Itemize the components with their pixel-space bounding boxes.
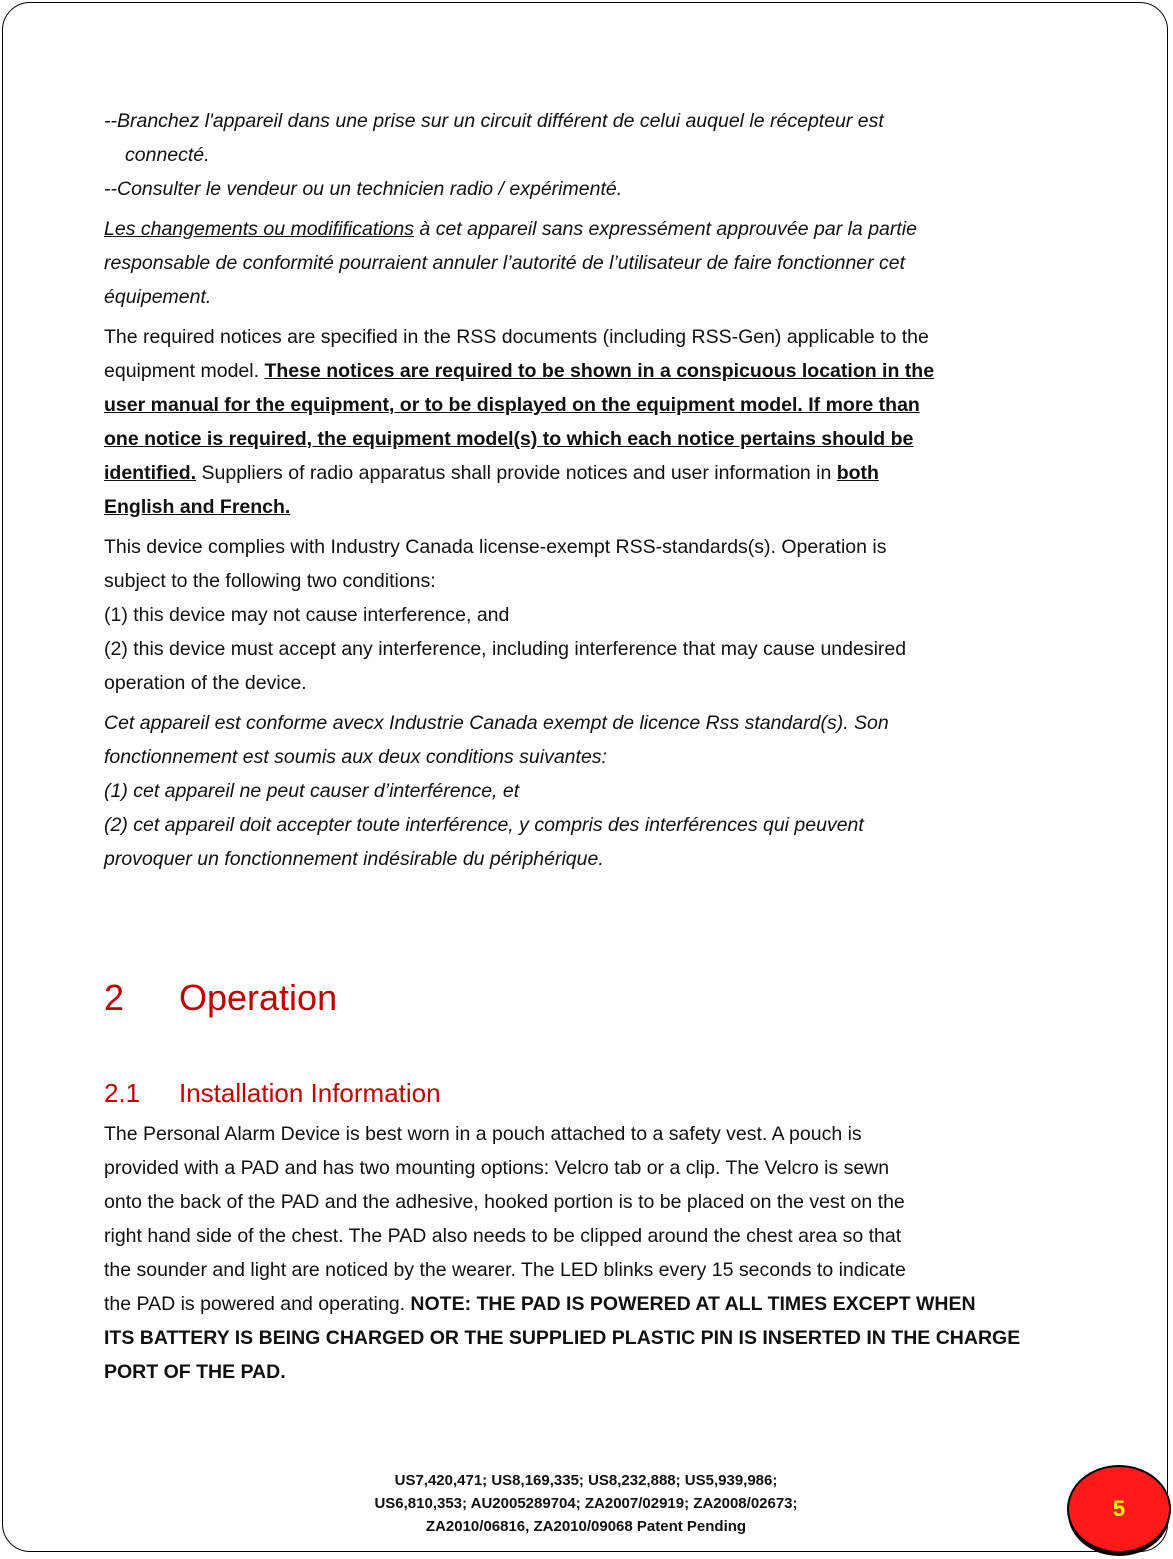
fr-modifications-line2: responsable de conformité pourraient annuler l’autorité de l’utilisateur de faire fonctionner cet xyxy=(104,252,906,274)
patent-line3: ZA2010/06816, ZA2010/09068 Patent Pending xyxy=(425,1518,747,1535)
install-note-line2: ITS BATTERY IS BEING CHARGED OR THE SUPPLIED PLASTIC PIN IS INSERTED IN THE CHARGE xyxy=(104,1327,1021,1349)
ic-compliance-line1: This device complies with Industry Canada license-exempt RSS-standards(s). Operation is xyxy=(104,536,887,558)
subsection-title: Installation Information xyxy=(179,1078,441,1108)
ic-compliance-line2: subject to the following two conditions: xyxy=(104,570,436,592)
fr-compliance-line2: fonctionnement est soumis aux deux conditions suivantes: xyxy=(104,746,607,768)
fr-modifications-paragraph: Les changements ou modififications à cet appareil sans expressément approuvée par la partie xyxy=(104,218,917,240)
fr-condition-2: (2) cet appareil doit accepter toute interférence, y compris des interférences qui peuvent xyxy=(104,814,864,836)
notice-text xyxy=(104,104,1079,876)
patent-line1: US7,420,471; US8,169,335; US8,232,888; US5,939,986; xyxy=(394,1472,778,1489)
ic-compliance-line5: operation of the device. xyxy=(104,672,307,694)
install-line6: the PAD is powered and operating. NOTE: THE PAD IS POWERED AT ALL TIMES EXCEPT WHEN xyxy=(104,1293,976,1315)
rss-notice-line5: identified. Suppliers of radio apparatus shall provide notices and user information in both xyxy=(104,462,879,484)
install-line2: provided with a PAD and has two mounting options: Velcro tab or a clip. The Velcro is sewn xyxy=(104,1157,890,1179)
patent-line2: US6,810,353; AU2005289704; ZA2007/02919; ZA2008/02673; xyxy=(374,1495,798,1512)
fr-compliance-line1: Cet appareil est conforme avecx Industrie Canada exempt de licence Rss standard(s). Son xyxy=(104,712,889,734)
fr-modifications-line3: équipement. xyxy=(104,286,212,308)
install-line4: right hand side of the chest. The PAD also needs to be clipped around the chest area so that xyxy=(104,1225,902,1247)
rss-notice-line2: equipment model. These notices are required to be shown in a conspicuous location in the xyxy=(104,360,935,382)
rss-bold-line3: user manual for the equipment, or to be displayed on the equipment model. If more than xyxy=(104,394,920,416)
section-number: 2 xyxy=(104,977,125,1018)
subsection-heading xyxy=(104,1076,441,1110)
rss-bold-text: These notices are required to be shown in a conspicuous location in the xyxy=(264,360,935,382)
fr-modifications-underlined: Les changements ou modififications xyxy=(104,218,415,240)
section-heading xyxy=(104,975,337,1021)
rss-bold-line4: one notice is required, the equipment model(s) to which each notice pertains should be xyxy=(104,428,914,450)
install-line5: the sounder and light are noticed by the wearer. The LED blinks every 15 seconds to indicate xyxy=(104,1259,906,1281)
fr-line-branchez: --Branchez l'appareil dans une prise sur un circuit différent de celui auquel le récepteur est xyxy=(104,110,884,132)
fr-line-connecte: connecté. xyxy=(125,144,210,166)
installation-text xyxy=(104,1117,1079,1389)
install-note: NOTE: THE PAD IS POWERED AT ALL TIMES EXCEPT WHEN xyxy=(410,1293,976,1315)
install-note-line3: PORT OF THE PAD. xyxy=(104,1361,286,1383)
subsection-number: 2.1 xyxy=(104,1078,141,1108)
ic-condition-1: (1) this device may not cause interference, and xyxy=(104,604,510,626)
install-line3: onto the back of the PAD and the adhesive, hooked portion is to be placed on the vest on the xyxy=(104,1191,905,1213)
page-number-badge xyxy=(1067,1465,1171,1553)
patent-footer xyxy=(200,1469,972,1538)
page-number: 5 xyxy=(1112,1496,1126,1521)
rss-bold-line6: English and French. xyxy=(104,496,291,518)
section-title: Operation xyxy=(179,977,338,1018)
install-line1: The Personal Alarm Device is best worn in a pouch attached to a safety vest. A pouch is xyxy=(104,1123,862,1145)
fr-line-consulter: --Consulter le vendeur ou un technicien radio / expérimenté. xyxy=(104,178,623,200)
ic-condition-2: (2) this device must accept any interference, including interference that may cause undesired xyxy=(104,638,907,660)
rss-notice-line1: The required notices are specified in the RSS documents (including RSS-Gen) applicable to the xyxy=(104,326,929,348)
fr-condition-1: (1) cet appareil ne peut causer d’interférence, et xyxy=(104,780,520,802)
fr-compliance-line5: provoquer un fonctionnement indésirable du périphérique. xyxy=(104,848,604,870)
